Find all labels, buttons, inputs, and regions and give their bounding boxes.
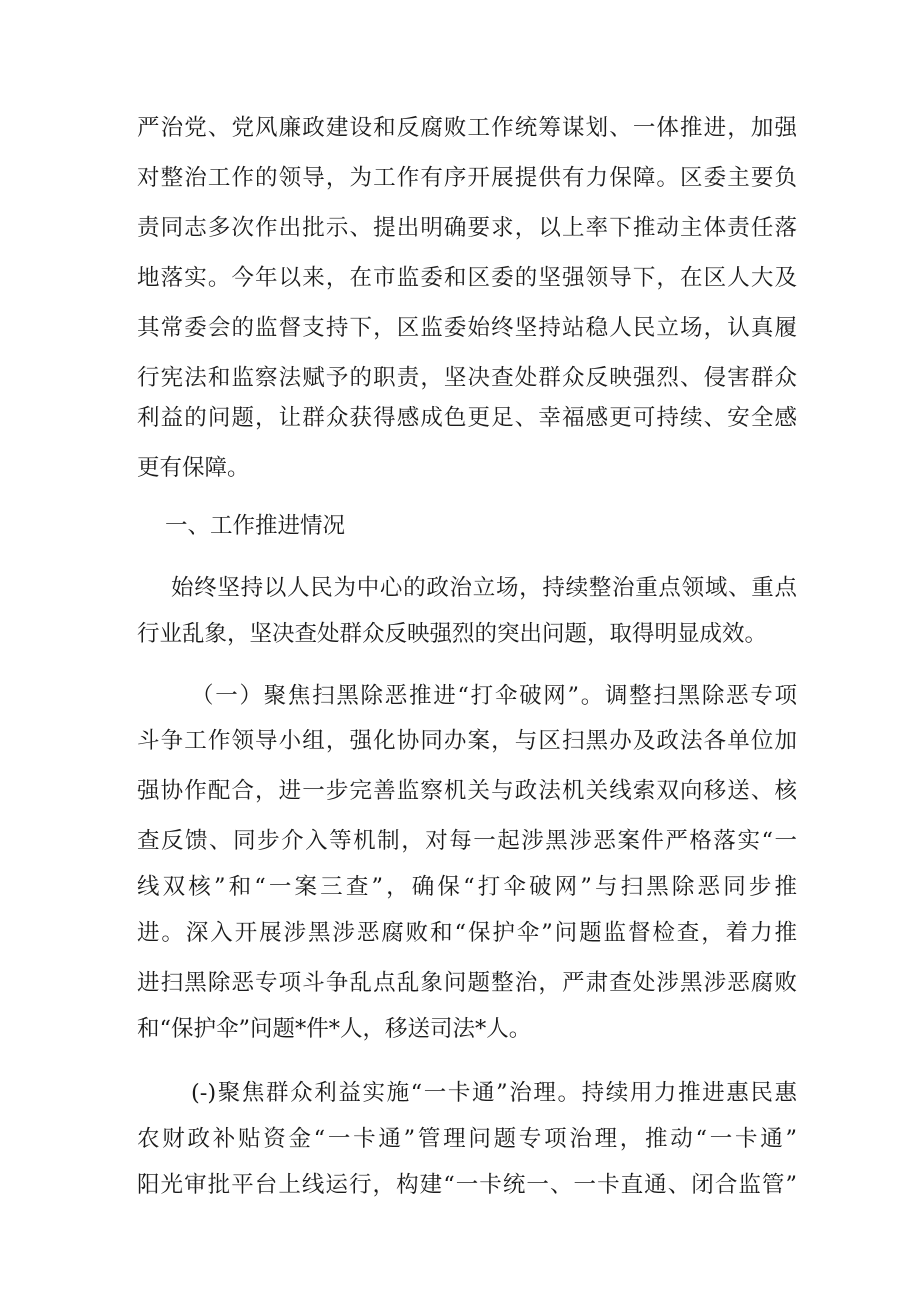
text-line: 线双核”和“一案三查”，确保“打伞破网”与扫黑除恶同步推 bbox=[137, 874, 797, 900]
text-line: 进。深入开展涉黑涉恶腐败和“保护伞”问题监督检查，着力推 bbox=[137, 920, 797, 946]
text-line: 斗争工作领导小组，强化协同办案，与区扫黑办及政法各单位加 bbox=[137, 728, 797, 754]
text-line: 查反馈、同步介入等机制，对每一起涉黑涉恶案件严格落实“一 bbox=[137, 828, 797, 854]
text-line: 利益的问题，让群众获得感成色更足、幸福感更可持续、安全感 bbox=[137, 405, 797, 431]
text-line: 始终坚持以人民为中心的政治立场，持续整治重点领域、重点 bbox=[171, 575, 797, 601]
text-line: 进扫黑除恶专项斗争乱点乱象问题整治，严肃查处涉黑涉恶腐败 bbox=[137, 970, 797, 996]
text-line: 行宪法和监察法赋予的职责，坚决查处群众反映强烈、侵害群众 bbox=[137, 365, 797, 391]
text-line: 和“保护伞”问题*件*人，移送司法*人。 bbox=[137, 1016, 532, 1042]
section-heading: 一、工作推进情况 bbox=[165, 513, 346, 539]
text-line: (-)聚焦群众利益实施“一卡通”治理。持续用力推进惠民惠 bbox=[191, 1080, 797, 1106]
text-line: 农财政补贴资金“一卡通”管理问题专项治理，推动“一卡通” bbox=[137, 1126, 797, 1152]
text-line: 对整治工作的领导，为工作有序开展提供有力保障。区委主要负 bbox=[137, 165, 797, 191]
text-line: 其常委会的监督支持下，区监委始终坚持站稳人民立场，认真履 bbox=[137, 315, 797, 341]
text-line: 行业乱象，坚决查处群众反映强烈的突出问题，取得明显成效。 bbox=[137, 621, 768, 647]
text-line: 地落实。今年以来，在市监委和区委的坚强领导下，在区人大及 bbox=[137, 265, 797, 291]
text-line: （一）聚焦扫黑除恶推进“打伞破网”。调整扫黑除恶专项 bbox=[191, 683, 797, 709]
text-line: 阳光审批平台上线运行，构建“一卡统一、一卡直通、闭合监管” bbox=[137, 1172, 797, 1198]
text-line: 更有保障。 bbox=[137, 455, 250, 481]
text-line: 强协作配合，进一步完善监察机关与政法机关线索双向移送、核 bbox=[137, 778, 797, 804]
text-line: 责同志多次作出批示、提出明确要求，以上率下推动主体责任落 bbox=[137, 215, 797, 241]
text-line: 严治党、党风廉政建设和反腐败工作统筹谋划、一体推进，加强 bbox=[137, 115, 797, 141]
